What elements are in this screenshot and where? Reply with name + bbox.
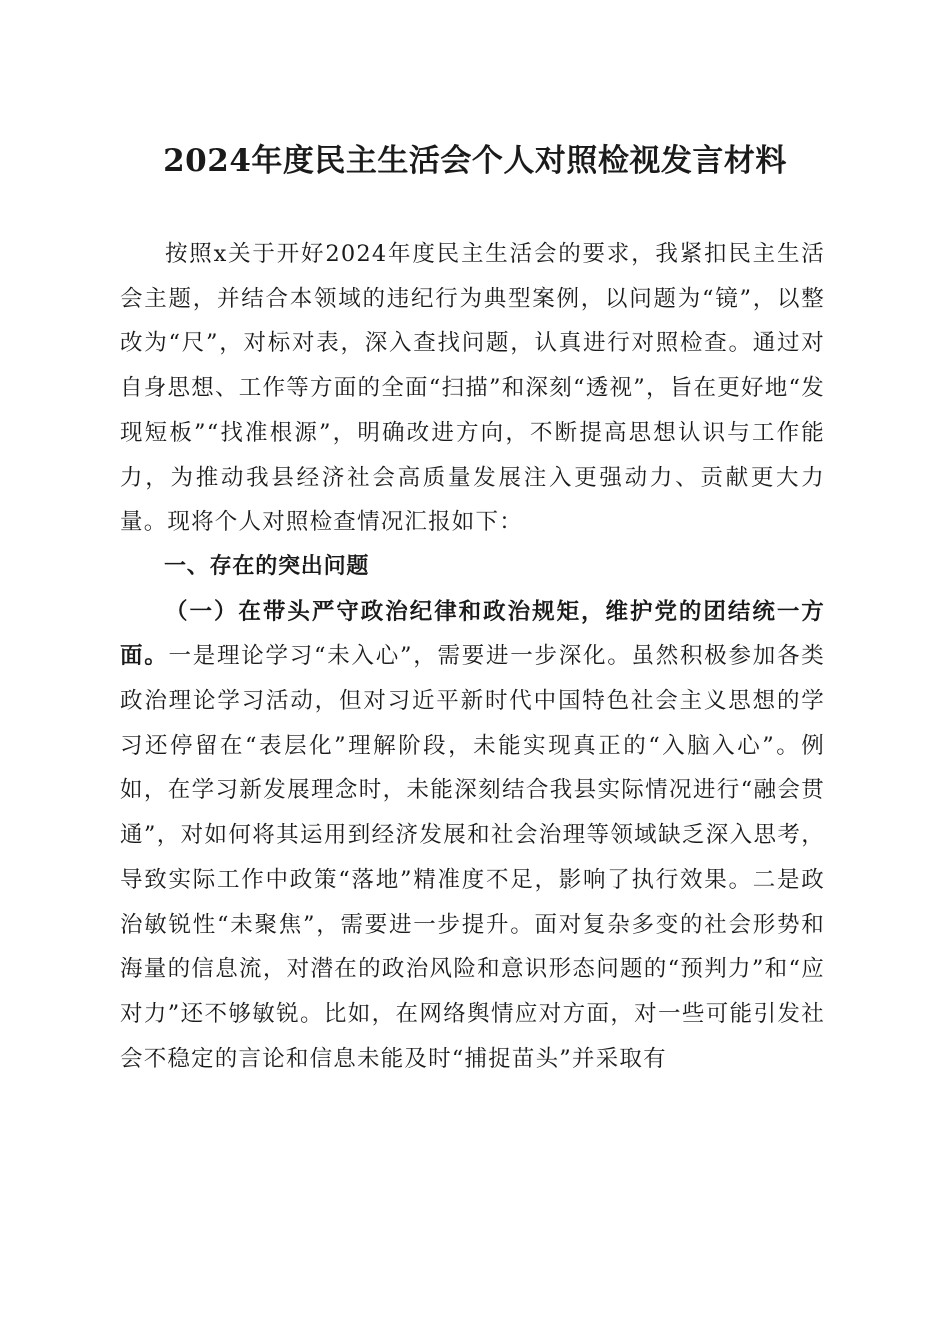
section-heading: 一、存在的突出问题 xyxy=(164,553,370,579)
document-body xyxy=(120,232,825,1081)
document-title: 2024年度民主生活会个人对照检视发言材料 xyxy=(163,143,787,179)
intro-paragraph: 按照x关于开好2024年度民主生活会的要求，我紧扣民主生活会主题，并结合本领域的违纪行为典型案例，以问题为“镜”，以整改为“尺”，对标对表，深入查找问题，认真进行对照检查。通过对自身思想、工作等方面的全面“扫描”和深刻“透视”，旨在更好地“发现短板”“找准根源”，明确改进方向，不断提高思想认识与工作能力，为推动我县经济社会高质量发展注入更强动力、贡献更大力量。现将个人对照检查情况汇报如下： xyxy=(120,241,825,536)
subsection-heading: （一）在带头严守政治纪律和政治规矩，维护党的团结统一方面。 xyxy=(120,598,825,670)
subsection-paragraph xyxy=(120,590,825,1082)
subsection-body: 一是理论学习“未入心”，需要进一步深化。虽然积极参加各类政治理论学习活动，但对习近平新时代中国特色社会主义思想的学习还停留在“表层化”理解阶段，未能实现真正的“入脑入心”。例如，在学习新发展理念时，未能深刻结合我县实际情况进行“融会贯通”，对如何将其运用到经济发展和社会治理等领域缺乏深入思考，导致实际工作中政策“落地”精准度不足，影响了执行效果。二是政治敏锐性“未聚焦”，需要进一步提升。面对复杂多变的社会形势和海量的信息流，对潜在的政治风险和意识形态问题的“预判力”和“应对力”还不够敏锐。比如，在网络舆情应对方面，对一些可能引发社会不稳定的言论和信息未能及时“捕捉苗头”并采取有 xyxy=(120,643,826,1072)
